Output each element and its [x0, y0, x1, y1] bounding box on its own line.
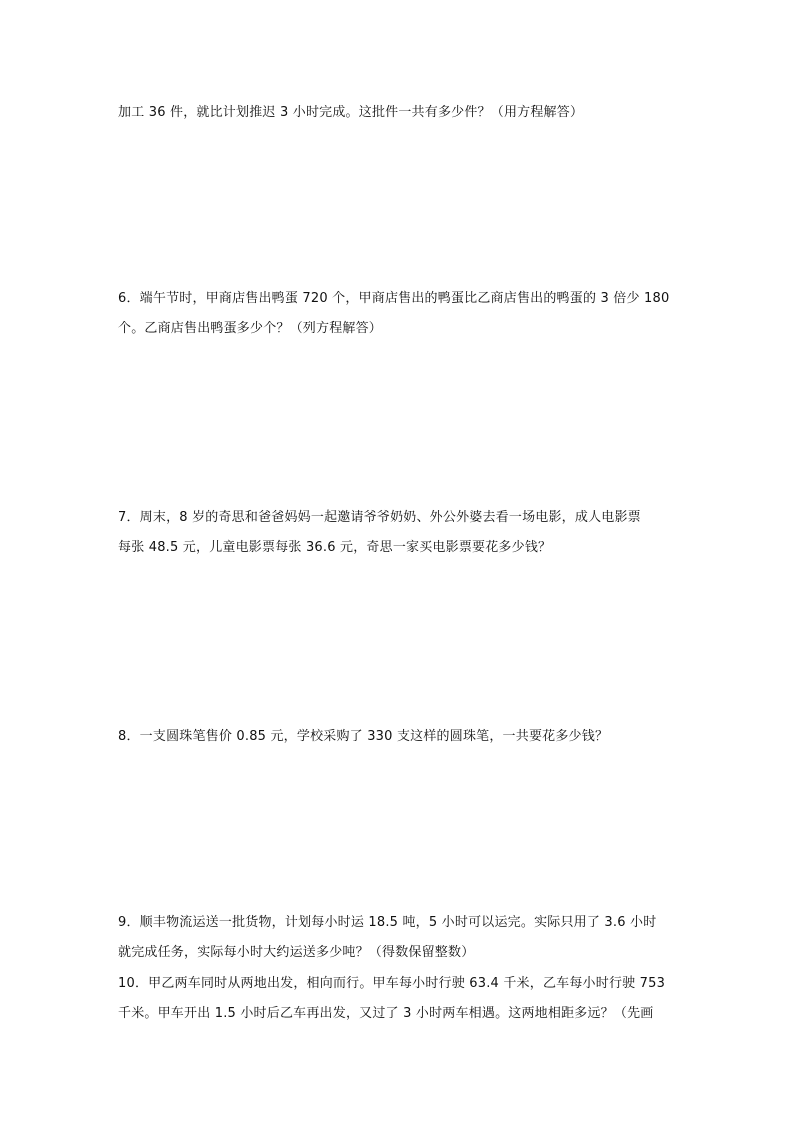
problem-6-line-1: 6．端午节时，甲商店售出鸭蛋 720 个，甲商店售出的鸭蛋比乙商店售出的鸭蛋的 3 倍少 180: [118, 291, 670, 306]
problem-7-line-2: 每张 48.5 元，儿童电影票每张 36.6 元，奇思一家买电影票要花多少钱？: [118, 540, 552, 555]
problem-9-line-1: 9．顺丰物流运送一批货物，计划每小时运 18.5 吨，5 小时可以运完。实际只用了 3.6 小时: [118, 915, 657, 930]
problem-5-continuation: 加工 36 件，就比计划推迟 3 小时完成。这批件一共有多少件？（用方程解答）: [118, 105, 584, 120]
problem-7-line-1: 7．周末，8 岁的奇思和爸爸妈妈一起邀请爷爷奶奶、外公外婆去看一场电影，成人电影票: [118, 510, 641, 525]
problem-10-line-1: 10．甲乙两车同时从两地出发，相向而行。甲车每小时行驶 63.4 千米，乙车每小时行驶 753: [118, 976, 666, 991]
problem-6-line-2: 个。乙商店售出鸭蛋多少个？（列方程解答）: [118, 321, 383, 336]
problem-9-line-2: 就完成任务，实际每小时大约运送多少吨？（得数保留整数）: [118, 945, 475, 960]
problem-8-line-1: 8．一支圆珠笔售价 0.85 元，学校采购了 330 支这样的圆珠笔，一共要花多少钱？: [118, 729, 609, 744]
problem-10-line-2: 千米。甲车开出 1.5 小时后乙车再出发，又过了 3 小时两车相遇。这两地相距多远？（先画: [118, 1006, 654, 1021]
